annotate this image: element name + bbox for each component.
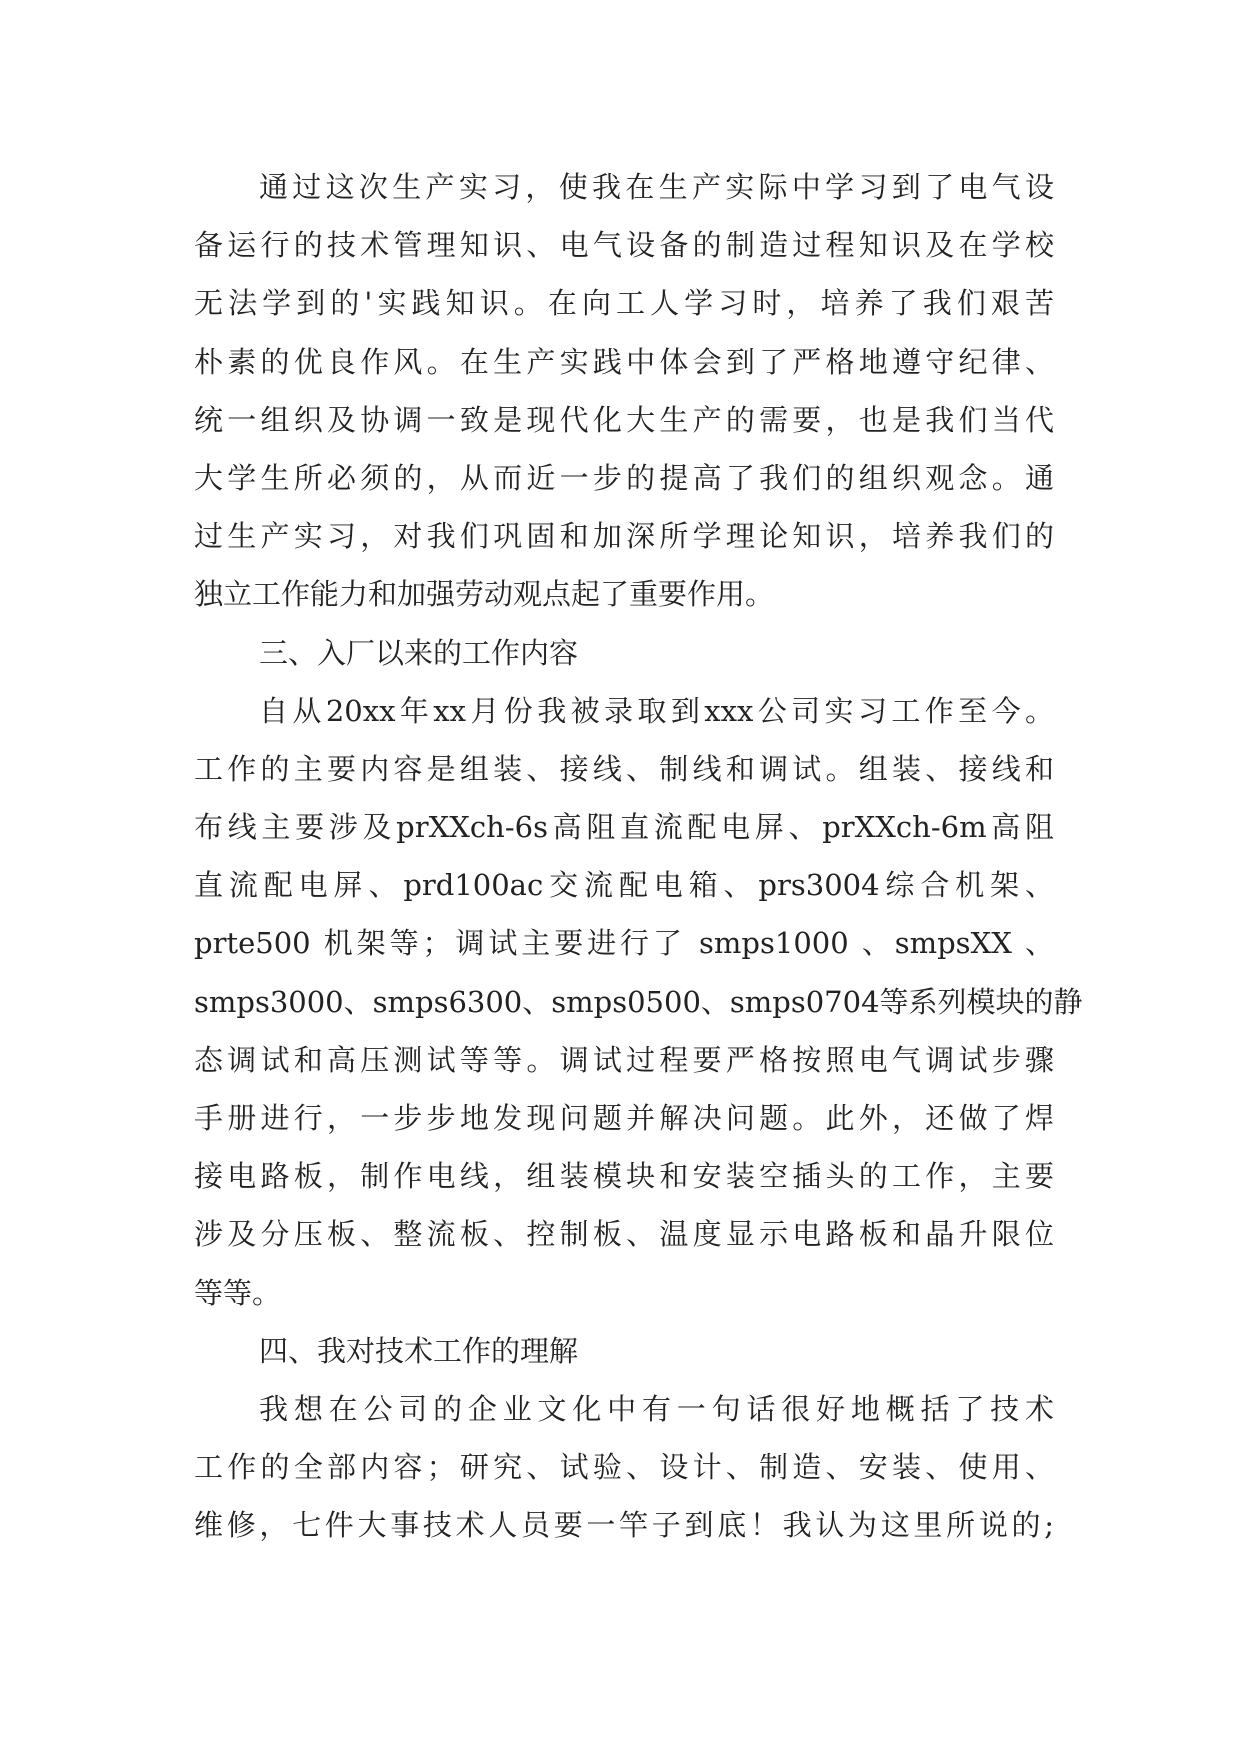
paragraph-line: 通过这次生产实习，使我在生产实际中学习到了电气设 [259, 170, 1054, 204]
paragraph-line: smps3000、smps6300、smps0500、smps0704等系列模块的静 [194, 984, 1083, 1019]
paragraph-line: 备运行的技术管理知识、电气设备的制造过程知识及在学校 [194, 228, 1054, 263]
paragraph-line: 接电路板，制作电线，组装模块和安装空插头的工作，主要 [194, 1159, 1054, 1194]
paragraph-line: prte500 机架等；调试主要进行了 smps1000 、smpsXX 、 [194, 926, 1054, 961]
body-text [194, 158, 1083, 1555]
paragraph-line: 维修，七件大事技术人员要一竿子到底！我认为这里所说的; [194, 1508, 1054, 1543]
section-heading: 四、我对技术工作的理解 [259, 1333, 579, 1368]
paragraph-line: 朴素的优良作风。在生产实践中体会到了严格地遵守纪律、 [194, 344, 1054, 379]
paragraph-line: 直流配电屏、prd100ac交流配电箱、prs3004综合机架、 [194, 868, 1054, 903]
paragraph-line: 涉及分压板、整流板、控制板、温度显示电路板和晶升限位 [194, 1217, 1054, 1252]
paragraph-line: 工作的全部内容；研究、试验、设计、制造、安装、使用、 [194, 1450, 1054, 1485]
paragraph-line: 大学生所必须的，从而近一步的提高了我们的组织观念。通 [194, 460, 1054, 495]
paragraph-line: 无法学到的'实践知识。在向工人学习时，培养了我们艰苦 [194, 286, 1054, 321]
paragraph-line: 我想在公司的企业文化中有一句话很好地概括了技术 [259, 1391, 1054, 1426]
section-heading: 三、入厂以来的工作内容 [259, 635, 579, 670]
paragraph-line: 态调试和高压测试等等。调试过程要严格按照电气调试步骤 [194, 1042, 1054, 1077]
paragraph-line: 过生产实习，对我们巩固和加深所学理论知识，培养我们的 [194, 519, 1054, 554]
paragraph-line: 手册进行，一步步地发现问题并解决问题。此外，还做了焊 [194, 1101, 1054, 1135]
paragraph-line: 统一组织及协调一致是现代化大生产的需要，也是我们当代 [194, 402, 1054, 437]
paragraph-line: 等等。 [194, 1275, 282, 1310]
paragraph-line: 独立工作能力和加强劳动观点起了重要作用。 [194, 577, 775, 612]
paragraph-line: 工作的主要内容是组装、接线、制线和调试。组装、接线和 [194, 751, 1054, 786]
paragraph-line: 自从20xx年xx月份我被录取到xxx公司实习工作至今。 [259, 693, 1054, 728]
paragraph-line: 布线主要涉及prXXch-6s高阻直流配电屏、prXXch-6m高阻 [194, 810, 1054, 845]
